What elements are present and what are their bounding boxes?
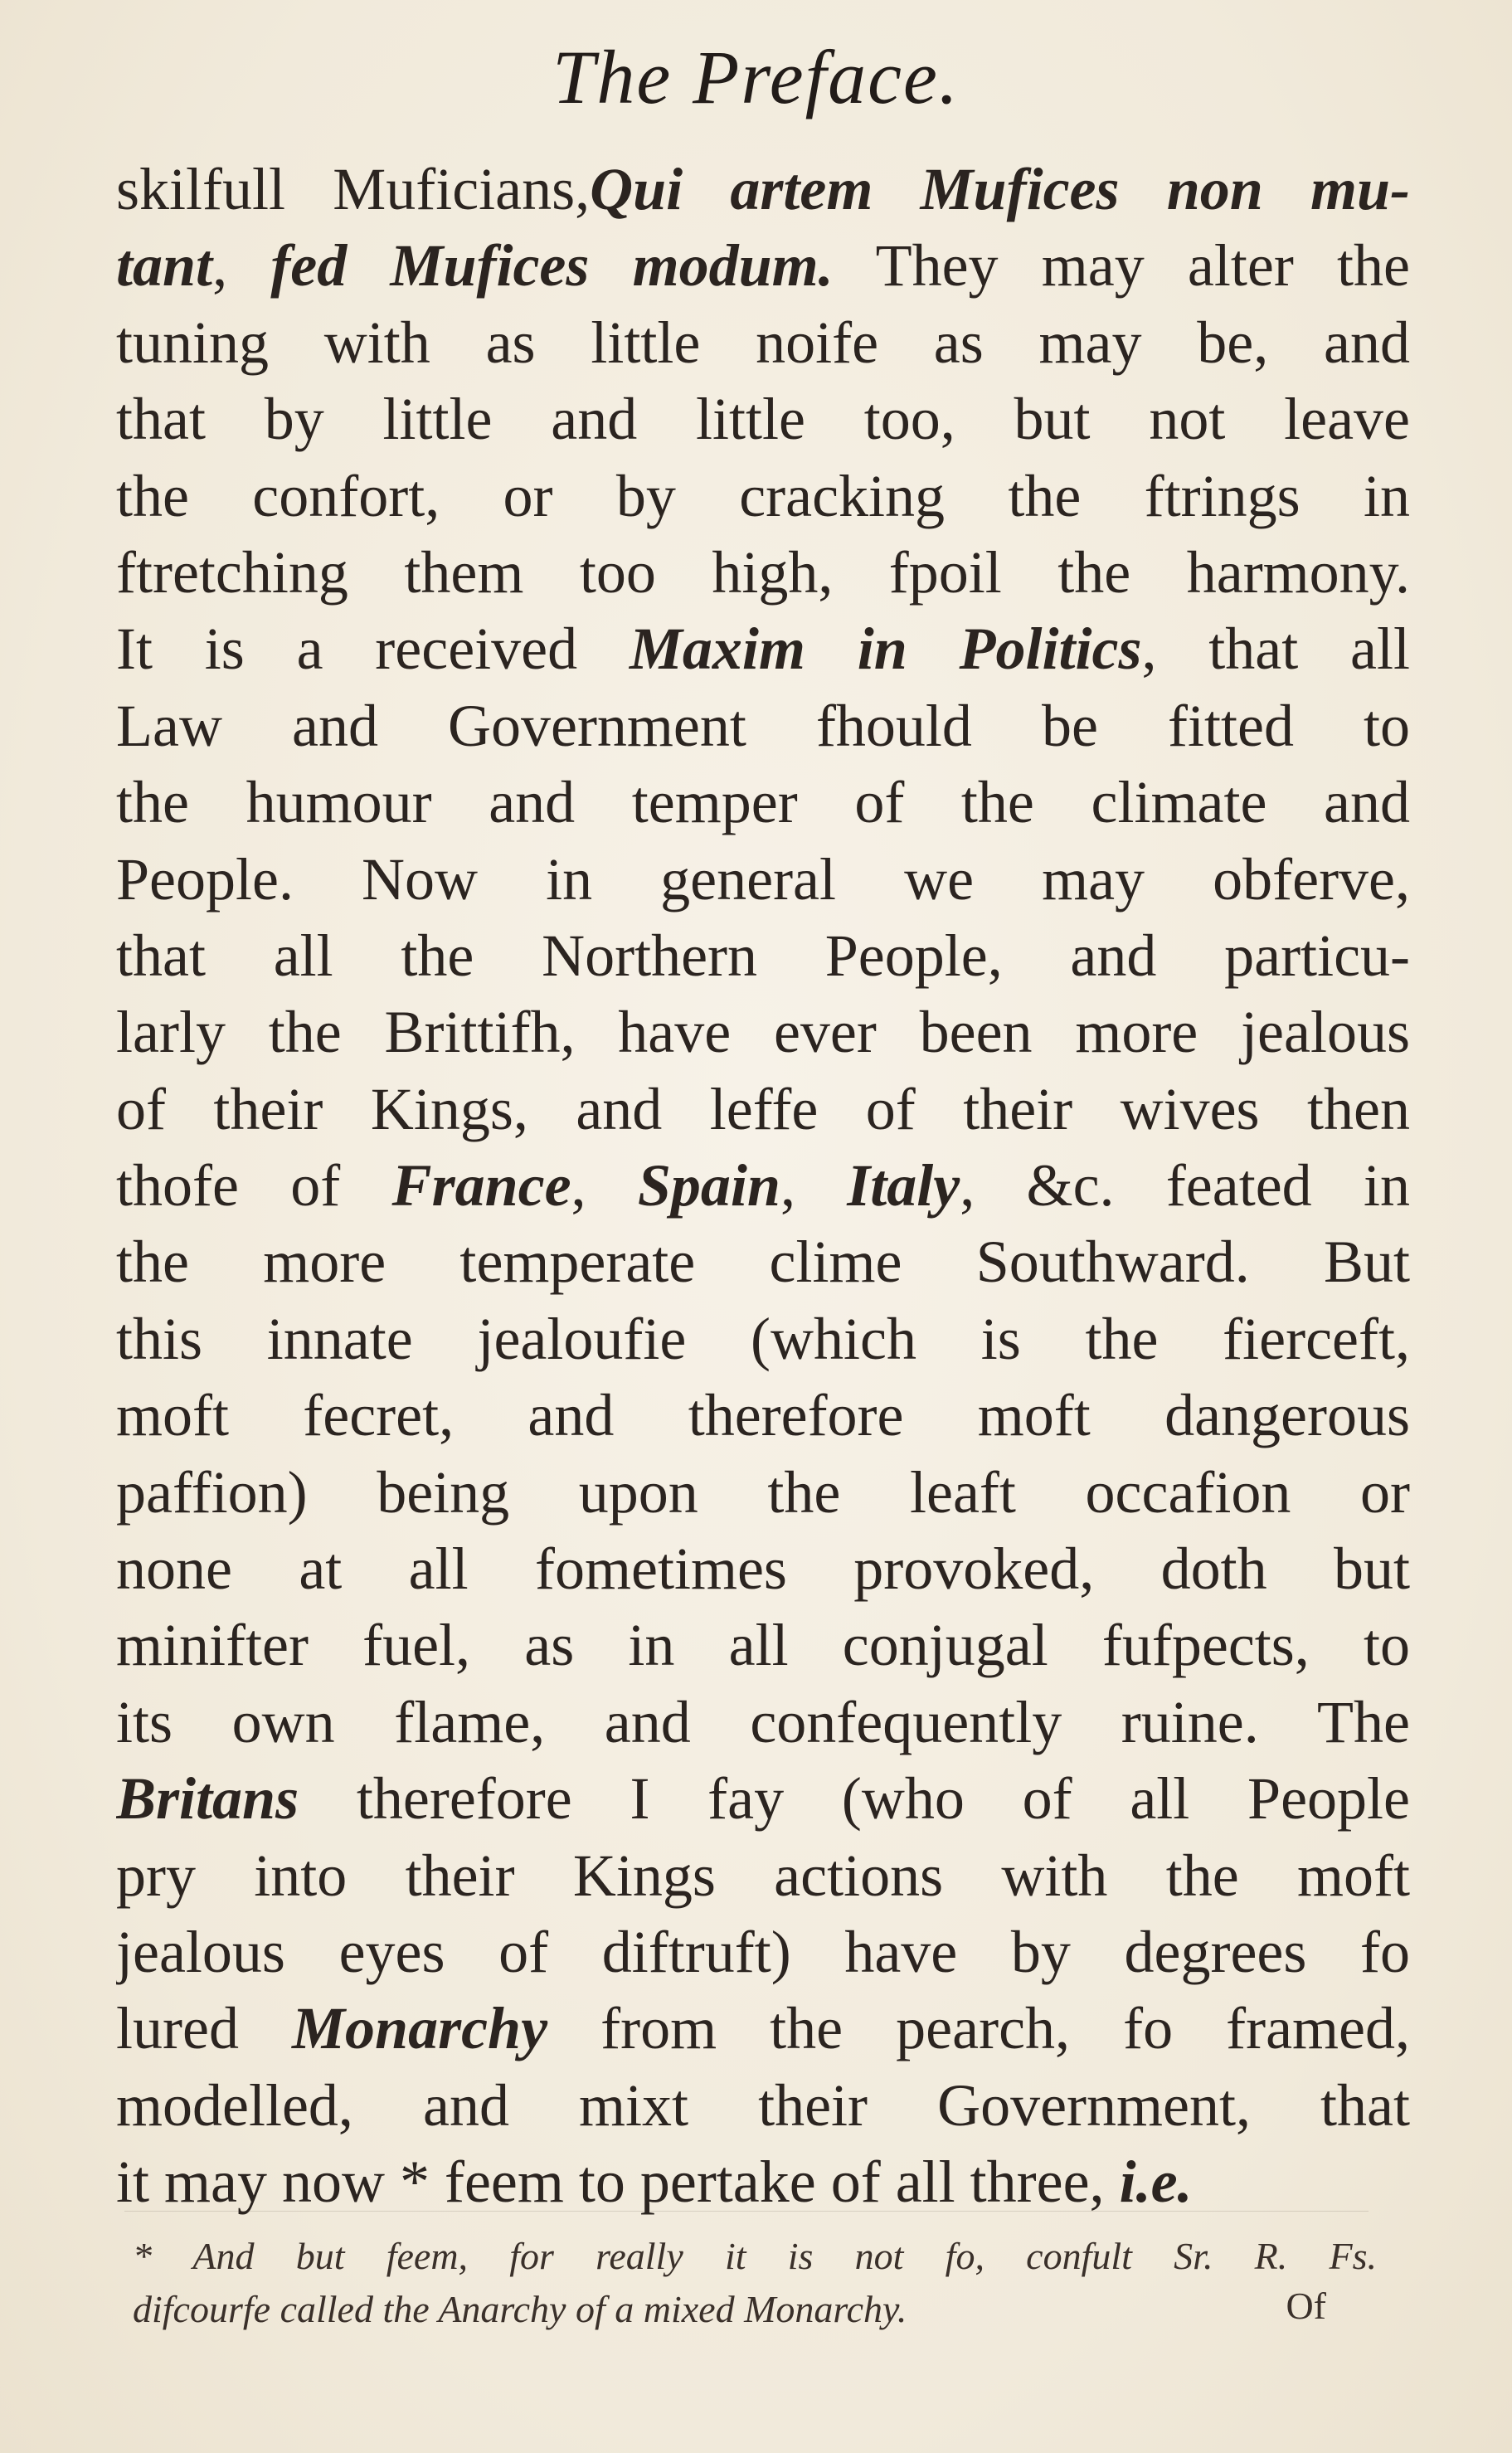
catchword: Of [1286,2285,1326,2327]
text-segment: They may alter the [833,232,1410,299]
text-segment: , [212,232,271,299]
text-line [116,1454,1410,1531]
italic-segment: i.e. [1119,2149,1193,2216]
text-segment: the humour and temper of the climate and [116,769,1410,836]
text-line [116,1607,1410,1683]
text-segment: moft fecret, and therefore moft dangerous [116,1382,1410,1449]
text-line [116,841,1410,917]
text-line [116,227,1410,304]
text-segment: ftretching them too high, fpoil the harmony. [116,538,1410,606]
text-segment: thofe of [116,1152,392,1219]
italic-segment: Britans [116,1765,299,1832]
italic-segment: Italy [847,1152,960,1219]
text-segment: pry into their Kings actions with the moft [116,1842,1410,1909]
text-segment: it may now * feem to pertake of all three, [116,2149,1120,2216]
text-segment: lured [116,1995,293,2062]
text-segment: larly the Brittifh, have ever been more jealous [116,999,1410,1066]
text-segment: tuning with as little noife as may be, and [116,309,1410,376]
footnote-rule [124,2211,1369,2212]
text-line [116,994,1410,1070]
text-line [116,1301,1410,1377]
text-line [116,917,1410,994]
text-segment: paffion) being upon the leaft occafion or [116,1458,1410,1526]
text-line [116,2067,1410,2144]
text-segment: It is a received [116,616,630,683]
text-line [116,2144,1410,2220]
text-line [116,688,1410,764]
italic-segment: France [391,1152,571,1219]
text-segment: , &c. feated in [960,1152,1410,1219]
text-line [116,1837,1410,1914]
footnote-line: difcourfe called the Anarchy of a mixed Monarchy. [133,2288,907,2330]
text-line [116,458,1410,534]
text-line [116,1147,1410,1224]
text-line [116,1684,1410,1760]
text-segment: , [571,1152,638,1219]
text-segment: therefore I fay (who of all People [299,1765,1410,1832]
text-segment: that by little and little too, but not leave [116,386,1410,453]
text-segment: its own flame, and confequently ruine. The [116,1688,1410,1755]
footnote [133,2230,1377,2336]
text-segment: skilfull Muficians, [116,156,591,222]
text-line [116,1377,1410,1453]
text-segment: minifter fuel, as in all conjugal fufpects, to [116,1612,1410,1679]
italic-segment: fed Mufices modum. [270,232,834,299]
text-segment: , [780,1152,848,1219]
text-line [116,611,1410,687]
text-line [116,1990,1410,2066]
italic-segment: tant [116,232,213,299]
text-segment: this innate jealoufie (which is the fierceft, [116,1305,1410,1372]
text-segment: People. Now in general we may obferve, [116,845,1410,913]
text-line [116,534,1410,611]
text-line [116,764,1410,840]
italic-segment: Qui artem Mufices non mu- [590,156,1410,222]
text-line [116,381,1410,457]
text-segment: that all the Northern People, and particu- [116,922,1410,989]
text-segment: jealous eyes of diftruft) have by degrees fo [116,1918,1410,1985]
italic-segment: Maxim in Politics [629,616,1142,683]
text-segment: none at all fometimes provoked, doth but [116,1536,1410,1603]
text-segment: modelled, and mixt their Government, that [116,2071,1410,2139]
page-header: The Preface. [552,35,960,119]
text-segment: the confort, or by cracking the ftrings in [116,462,1410,529]
text-line [116,304,1410,381]
text-line [116,1760,1410,1837]
italic-segment: Spain [637,1152,780,1219]
text-segment: the more temperate clime Southward. But [116,1229,1410,1296]
text-line [116,151,1410,227]
text-segment: Law and Government fhould be fitted to [116,692,1410,759]
text-segment: from the pearch, fo framed, [547,1995,1410,2062]
text-line [116,1531,1410,1607]
text-segment: of their Kings, and leffe of their wives then [116,1075,1410,1142]
text-line [116,1071,1410,1147]
italic-segment: Monarchy [292,1995,548,2062]
text-line [116,1914,1410,1990]
text-segment: , that all [1141,616,1410,683]
text-line [116,1224,1410,1300]
body-text [116,151,1410,2221]
footnote-line: * And but feem, for really it is not fo, confult Sr. R. Fs. [133,2235,1377,2277]
